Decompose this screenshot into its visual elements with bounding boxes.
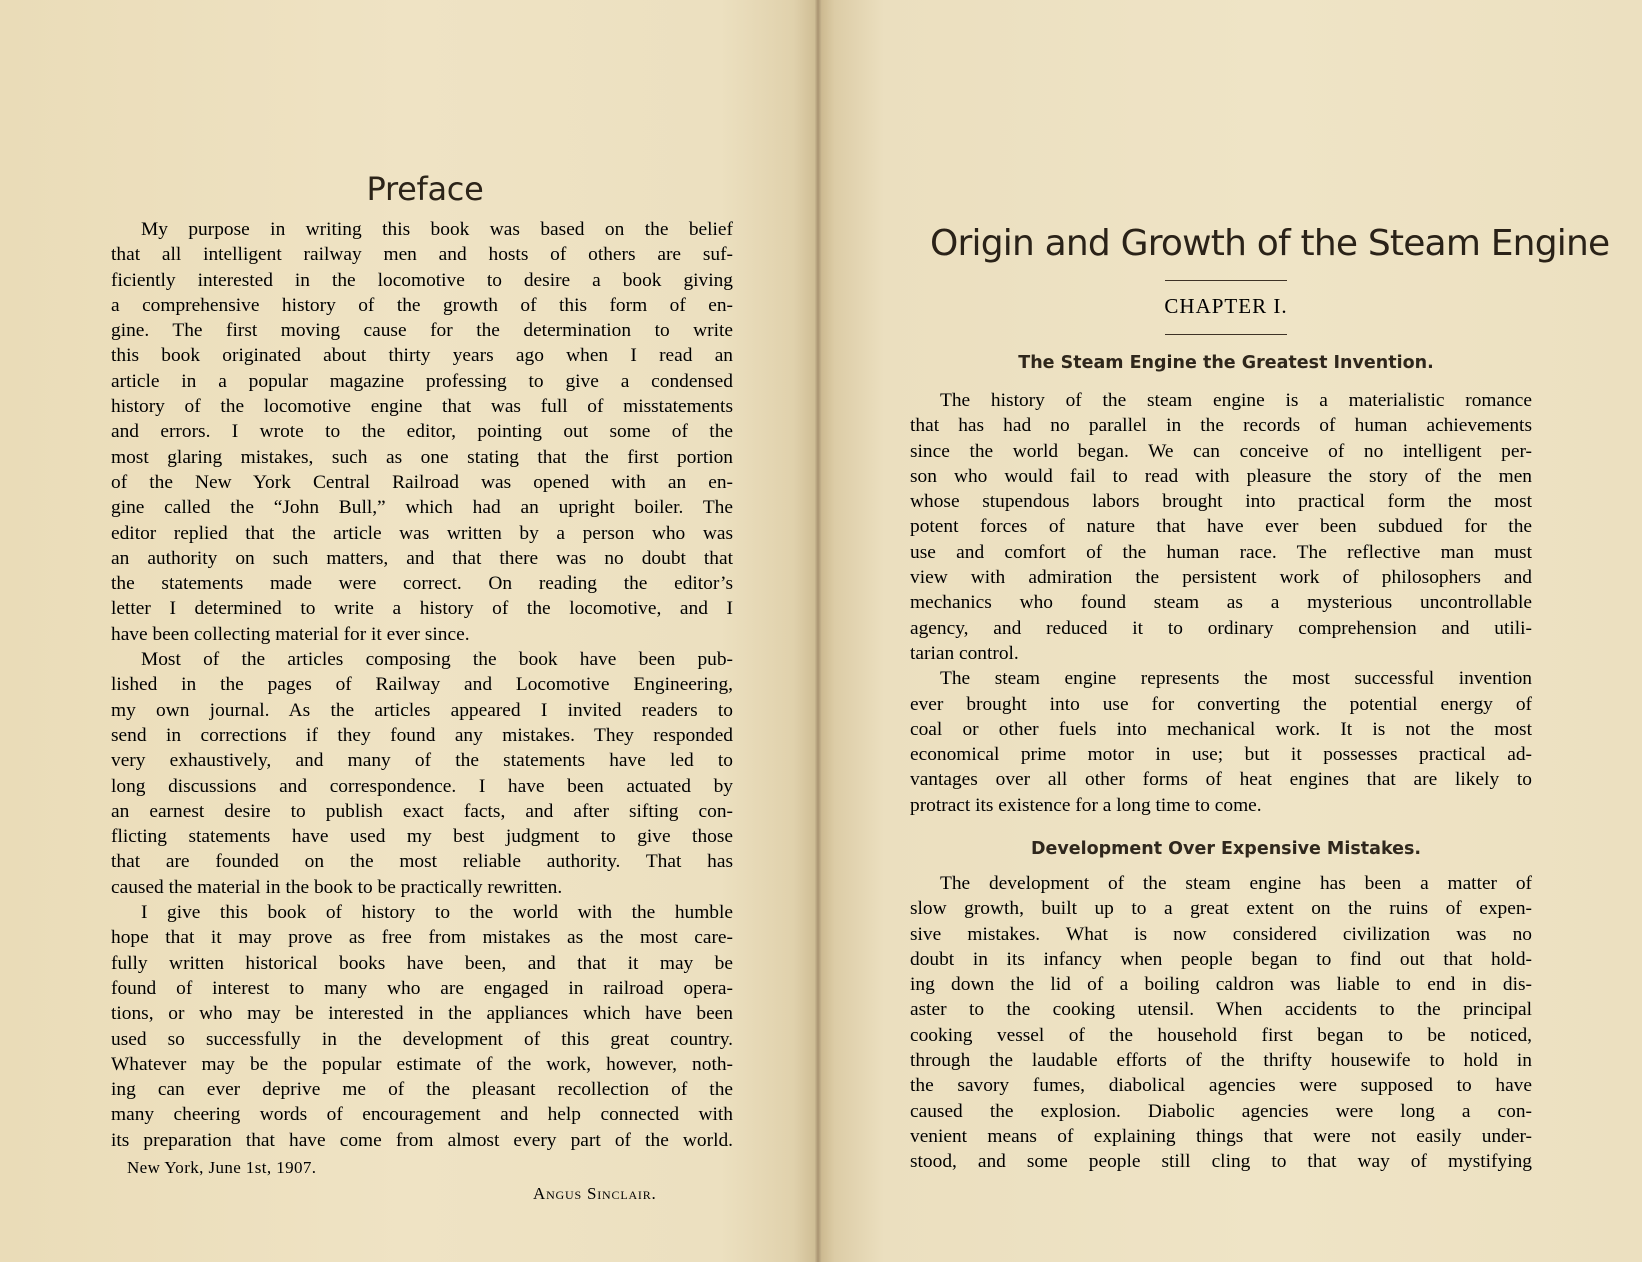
section-2-body (910, 871, 1532, 1175)
preface-line: tions, or who may be interested in the appliances which have been (111, 1003, 733, 1025)
author-signature: Angus Sinclair. (533, 1184, 657, 1203)
chapter-line: ever brought into use for converting the potential energy of (910, 693, 1532, 715)
chapter-line: economical prime motor in use; but it possesses practical ad- (910, 744, 1532, 766)
chapter-line: ing down the lid of a boiling caldron was liable to end in dis- (910, 974, 1532, 996)
chapter-line: The steam engine represents the most successful invention (940, 668, 1532, 690)
preface-body (111, 217, 733, 1153)
preface-line: I give this book of history to the world with the humble (141, 902, 733, 924)
section-heading: Development Over Expensive Mistakes. (1030, 839, 1422, 859)
chapter-label: CHAPTER I. (1164, 294, 1288, 318)
title-rule-top (1165, 280, 1287, 281)
title-rule-bottom (1165, 334, 1287, 335)
preface-line: that all intelligent railway men and hosts of others are suf- (111, 244, 733, 266)
chapter-line: since the world began. We can conceive of no intelligent per- (910, 440, 1532, 462)
chapter-line: through the laudable efforts of the thrifty housewife to hold in (910, 1050, 1532, 1072)
preface-line: an earnest desire to publish exact facts, and after sifting con- (111, 800, 733, 822)
preface-dateline: New York, June 1st, 1907. (127, 1158, 317, 1177)
chapter-line: tarian control. (910, 642, 1019, 664)
chapter-line: mechanics who found steam as a mysterious uncontrollable (910, 592, 1532, 614)
chapter-line: doubt in its infancy when people began to find out that hold- (910, 948, 1532, 970)
chapter-line: protract its existence for a long time to come. (910, 794, 1262, 816)
preface-line: used so successfully in the development of this great country. (111, 1028, 733, 1050)
preface-line: many cheering words of encouragement and help connected with (111, 1104, 733, 1126)
preface-line: found of interest to many who are engaged in railroad opera- (111, 977, 733, 999)
preface-line: editor replied that the article was written by a person who was (111, 522, 733, 544)
chapter-line: venient means of explaining things that were not easily under- (910, 1125, 1532, 1147)
preface-line: My purpose in writing this book was based on the belief (141, 219, 733, 240)
preface-line: my own journal. As the articles appeared I invited readers to (111, 699, 733, 721)
preface-line: flicting statements have used my best judgment to give those (111, 826, 733, 848)
preface-line: have been collecting material for it ever since. (111, 623, 470, 645)
preface-line: this book originated about thirty years ago when I read an (111, 345, 733, 367)
preface-line: gine. The first moving cause for the determination to write (111, 320, 733, 342)
chapter-line: vantages over all other forms of heat engines that are likely to (910, 769, 1532, 791)
preface-line: very exhaustively, and many of the statements have led to (111, 750, 733, 772)
section-heading: The Steam Engine the Greatest Invention. (1018, 353, 1434, 373)
preface-line: that are founded on the most reliable authority. That has (111, 851, 733, 873)
chapter-line: whose stupendous labors brought into practical form the most (910, 491, 1532, 513)
preface-line: ing can ever deprive me of the pleasant recollection of the (111, 1079, 733, 1101)
chapter-line: cooking vessel of the household first began to be noticed, (910, 1024, 1532, 1046)
preface-line: of the New York Central Railroad was opened with an en- (111, 471, 733, 493)
preface-line: an authority on such matters, and that there was no doubt that (111, 547, 733, 569)
preface-line: Most of the articles composing the book have been pub- (141, 649, 733, 671)
chapter-line: sive mistakes. What is now considered civilization was no (910, 923, 1532, 945)
preface-line: history of the locomotive engine that was full of misstatements (111, 396, 733, 418)
book-title: Origin and Growth of the Steam Engine (930, 223, 1610, 264)
chapter-line: that has had no parallel in the records of human achievements (910, 415, 1532, 437)
preface-line: hope that it may prove as free from mistakes as the most care- (111, 927, 733, 949)
chapter-line: stood, and some people still cling to that way of mystifying (910, 1151, 1532, 1173)
preface-line: most glaring mistakes, such as one stating that the first portion (111, 446, 733, 468)
preface-line: fully written historical books have been, and that it may be (111, 952, 733, 974)
preface-line: gine called the “John Bull,” which had an upright boiler. The (111, 497, 733, 519)
chapter-line: slow growth, built up to a great extent on the ruins of expen- (910, 898, 1532, 920)
chapter-line: aster to the cooking utensil. When accidents to the principal (910, 999, 1532, 1021)
chapter-line: coal or other fuels into mechanical work. It is not the most (910, 718, 1532, 740)
preface-line: Whatever may be the popular estimate of the work, however, noth- (111, 1053, 733, 1075)
chapter-line: agency, and reduced it to ordinary comprehension and utili- (910, 617, 1532, 639)
preface-line: article in a popular magazine professing to give a condensed (111, 370, 733, 392)
chapter-line: The development of the steam engine has been a matter of (940, 873, 1532, 894)
chapter-line: view with admiration the persistent work of philosophers and (910, 567, 1532, 589)
chapter-line: the savory fumes, diabolical agencies were supposed to have (910, 1075, 1532, 1097)
preface-line: long discussions and correspondence. I have been actuated by (111, 775, 733, 797)
preface-line: lished in the pages of Railway and Locomotive Engineering, (111, 674, 733, 696)
preface-title: Preface (366, 170, 484, 208)
preface-line: send in corrections if they found any mistakes. They responded (111, 724, 733, 746)
chapter-line: The history of the steam engine is a materialistic romance (940, 390, 1532, 411)
section-1-body (910, 388, 1532, 818)
preface-line: its preparation that have come from almost every part of the world. (111, 1129, 733, 1151)
preface-line: and errors. I wrote to the editor, pointing out some of the (111, 421, 733, 443)
chapter-line: potent forces of nature that have ever been subdued for the (910, 516, 1532, 538)
chapter-line: caused the explosion. Diabolic agencies were long a con- (910, 1100, 1532, 1122)
preface-line: a comprehensive history of the growth of this form of en- (111, 294, 733, 316)
preface-line: the statements made were correct. On reading the editor’s (111, 573, 733, 595)
chapter-line: use and comfort of the human race. The reflective man must (910, 541, 1532, 563)
chapter-line: son who would fail to read with pleasure the story of the men (910, 465, 1532, 487)
preface-line: caused the material in the book to be practically rewritten. (111, 876, 563, 898)
preface-line: letter I determined to write a history of the locomotive, and I (111, 598, 733, 620)
preface-line: ficiently interested in the locomotive to desire a book giving (111, 269, 733, 291)
